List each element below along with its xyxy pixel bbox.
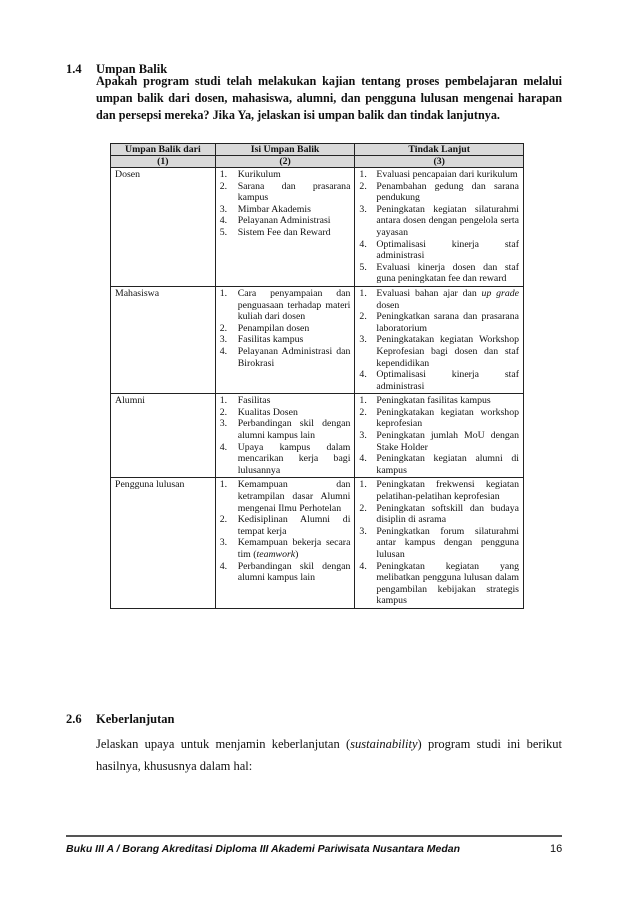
list-number: 4. <box>359 238 367 250</box>
follow-up-item <box>359 239 519 262</box>
follow-up-text: Peningkatan kegiatan yang melibatkan pengguna lulusan dalam pengambilan kebijakan strategis kampus <box>376 560 519 607</box>
feedback-content-item <box>220 537 351 560</box>
feedback-content-text: Perbandingan skil dengan alumni kampus lain <box>237 418 351 442</box>
follow-up-item <box>359 262 519 285</box>
follow-up-text: Evaluasi kinerja dosen dan staf guna peningkatan fee dan reward <box>376 261 519 285</box>
follow-up-item <box>359 453 519 476</box>
list-number: 4. <box>219 441 228 453</box>
follow-up-item <box>359 169 519 181</box>
body-text: Jelaskan upaya untuk menjamin keberlanjutan (sustainability) program studi ini berikut hasilnya, khususnya dalam hal: <box>96 737 563 773</box>
follow-up-text: Peningkatakan kegiatan workshop keprofesian <box>376 406 519 430</box>
section-number: 2.6 <box>66 712 82 726</box>
table-header-row <box>111 144 524 156</box>
follow-up-item <box>359 288 519 311</box>
list-number: 3. <box>359 334 367 346</box>
list-number: 2. <box>359 311 367 323</box>
feedback-content-item <box>220 395 351 407</box>
list-number: 2. <box>219 406 228 418</box>
feedback-content-item <box>220 561 351 584</box>
feedback-content-text: Fasilitas kampus <box>237 334 304 346</box>
feedback-content-list <box>220 288 351 369</box>
follow-up-text: Peningkatakan kegiatan Workshop Keprofesian bagi dosen dan staf kependidikan <box>376 334 519 369</box>
follow-up-text: Peningkatan softskill dan budaya disiplin di asrama <box>376 502 519 526</box>
feedback-table <box>110 143 524 609</box>
follow-up-item <box>359 430 519 453</box>
list-number: 2. <box>219 514 228 526</box>
list-number: 1. <box>219 169 228 180</box>
follow-up-text: Peningkatan kegiatan alumni di kampus <box>376 453 519 476</box>
follow-up-text: Optimalisasi kinerja staf administrasi <box>376 238 519 262</box>
body-paragraph <box>96 733 562 777</box>
feedback-content-text: Kurikulum <box>237 169 281 180</box>
feedback-content-item <box>220 514 351 537</box>
list-number: 1. <box>359 479 367 491</box>
list-number: 4. <box>359 369 367 381</box>
feedback-source: Pengguna lulusan <box>111 478 216 609</box>
list-number: 2. <box>219 322 228 334</box>
feedback-content-text: Sarana dan prasarana kampus <box>237 180 351 204</box>
feedback-content-item <box>220 418 351 441</box>
page-number: 16 <box>550 843 563 855</box>
feedback-content-text: Upaya kampus dalam mencarikan kerja bagi lulusannya <box>237 441 351 476</box>
follow-up-text: Evaluasi pencapaian dari kurikulum <box>376 169 518 180</box>
follow-up-text: Peningkatan frekwensi kegiatan pelatihan-pelatihan keprofesian <box>376 479 519 503</box>
list-number: 5. <box>219 226 228 238</box>
feedback-content-text: Perbandingan skil dengan alumni kampus lain <box>237 560 351 584</box>
table-number-row <box>111 156 524 168</box>
follow-up-text: Peningkatan jumlah MoU dengan Stake Holder <box>376 430 519 453</box>
list-number: 1. <box>219 479 228 491</box>
follow-up-item <box>359 561 519 607</box>
feedback-content-item <box>220 479 351 514</box>
follow-up-text: Peningkatan fasilitas kampus <box>376 395 491 407</box>
feedback-content-text: Pelayanan Administrasi <box>237 215 331 227</box>
header-action: Tindak Lanjut <box>355 144 524 156</box>
follow-up-item <box>359 334 519 369</box>
list-number: 2. <box>359 406 367 418</box>
feedback-content-item <box>220 407 351 419</box>
feedback-content-item <box>220 204 351 216</box>
feedback-content-cell <box>215 478 355 609</box>
feedback-source: Dosen <box>111 168 216 287</box>
follow-up-list <box>359 169 519 285</box>
table-row <box>111 168 524 287</box>
feedback-content-text: Pelayanan Administrasi dan Birokrasi <box>237 345 351 369</box>
feedback-content-item <box>220 442 351 477</box>
follow-up-list <box>359 479 519 607</box>
follow-up-item <box>359 204 519 239</box>
list-number: 3. <box>219 203 228 215</box>
list-number: 2. <box>219 180 228 192</box>
feedback-content-item <box>220 227 351 239</box>
feedback-content-list <box>220 169 351 239</box>
list-number: 4. <box>359 560 367 572</box>
feedback-content-item <box>220 323 351 335</box>
feedback-content-text: Cara penyampaian dan penguasaan terhadap materi kuliah dari dosen <box>237 287 351 323</box>
section-title: Keberlanjutan <box>96 712 175 726</box>
follow-up-cell <box>355 394 524 478</box>
feedback-source: Alumni <box>111 394 216 478</box>
feedback-content-text: Kedisiplinan Alumni di tempat kerja <box>237 514 351 537</box>
follow-up-item <box>359 369 519 392</box>
feedback-content-cell <box>215 168 355 287</box>
table-row <box>111 394 524 478</box>
section-title: Umpan Balik <box>96 62 168 76</box>
list-number: 3. <box>359 525 367 537</box>
section-number: 1.4 <box>66 62 82 76</box>
follow-up-text: Evaluasi bahan ajar dan up grade dosen <box>376 287 519 311</box>
col-number-3: (3) <box>355 156 524 168</box>
feedback-content-text: Penampilan dosen <box>237 322 310 334</box>
feedback-content-item <box>220 334 351 346</box>
list-number: 1. <box>359 287 367 299</box>
feedback-content-item <box>220 346 351 369</box>
feedback-content-text: Sistem Fee dan Reward <box>237 226 331 238</box>
follow-up-item <box>359 479 519 502</box>
feedback-content-list <box>220 479 351 583</box>
list-number: 2. <box>359 502 367 514</box>
follow-up-item <box>359 503 519 526</box>
header-content: Isi Umpan Balik <box>215 144 355 156</box>
list-number: 1. <box>219 395 228 407</box>
follow-up-text: Peningkatan kegiatan silaturahmi antara dosen dengan pengelola serta yayasan <box>376 203 519 238</box>
feedback-content-cell <box>215 394 355 478</box>
follow-up-cell <box>355 286 524 393</box>
feedback-content-item <box>220 288 351 323</box>
feedback-content-item <box>220 181 351 204</box>
list-number: 2. <box>359 180 367 192</box>
list-number: 3. <box>359 203 367 215</box>
question-text: Apakah program studi telah melakukan kajian tentang proses pembelajaran melalui umpan balik dari dosen, mahasiswa, alumni, dan pengguna lulusan mengenai harapan dan persepsi mereka? Jika Ya, jelaskan isi umpan balik dan tindak lanjutnya. <box>96 74 562 122</box>
follow-up-text: Peningkatkan forum silaturahmi antar kampus dengan pengguna lulusan <box>376 525 519 560</box>
feedback-content-cell <box>215 286 355 393</box>
list-number: 3. <box>219 334 228 346</box>
follow-up-cell <box>355 168 524 287</box>
follow-up-list <box>359 288 519 392</box>
follow-up-list <box>359 395 519 476</box>
follow-up-item <box>359 407 519 430</box>
list-number: 4. <box>219 560 228 572</box>
feedback-content-text: Kemampuan bekerja secara tim (teamwork) <box>237 537 351 560</box>
follow-up-item <box>359 311 519 334</box>
feedback-content-item <box>220 169 351 181</box>
follow-up-text: Penambahan gedung dan sarana pendukung <box>376 180 519 204</box>
follow-up-cell <box>355 478 524 609</box>
list-number: 5. <box>359 261 367 273</box>
col-number-2: (2) <box>215 156 355 168</box>
feedback-content-text: Kemampuan dan ketrampilan dasar Alumni mengenai Ilmu Perhotelan <box>237 479 351 514</box>
feedback-source: Mahasiswa <box>111 286 216 393</box>
list-number: 1. <box>359 169 367 180</box>
feedback-content-list <box>220 395 351 476</box>
list-number: 3. <box>219 537 228 549</box>
footer-divider <box>66 835 562 837</box>
follow-up-item <box>359 526 519 561</box>
table-row <box>111 478 524 609</box>
list-number: 1. <box>359 395 367 407</box>
list-number: 4. <box>219 215 228 227</box>
follow-up-item <box>359 395 519 407</box>
follow-up-text: Optimalisasi kinerja staf administrasi <box>376 369 519 392</box>
feedback-content-text: Mimbar Akademis <box>237 203 311 215</box>
footer-text: Buku III A / Borang Akreditasi Diploma III Akademi Pariwisata Nusantara Medan <box>66 843 461 855</box>
list-number: 3. <box>359 430 367 442</box>
follow-up-item <box>359 181 519 204</box>
table-row <box>111 286 524 393</box>
col-number-1: (1) <box>111 156 216 168</box>
follow-up-text: Peningkatkan sarana dan prasarana laboratorium <box>376 311 519 334</box>
list-number: 4. <box>359 453 367 465</box>
list-number: 1. <box>219 287 228 299</box>
feedback-content-item <box>220 215 351 227</box>
list-number: 3. <box>219 418 228 430</box>
feedback-content-text: Kualitas Dosen <box>237 406 298 418</box>
list-number: 4. <box>219 345 228 357</box>
header-source: Umpan Balik dari <box>111 144 216 156</box>
feedback-content-text: Fasilitas <box>237 395 271 407</box>
